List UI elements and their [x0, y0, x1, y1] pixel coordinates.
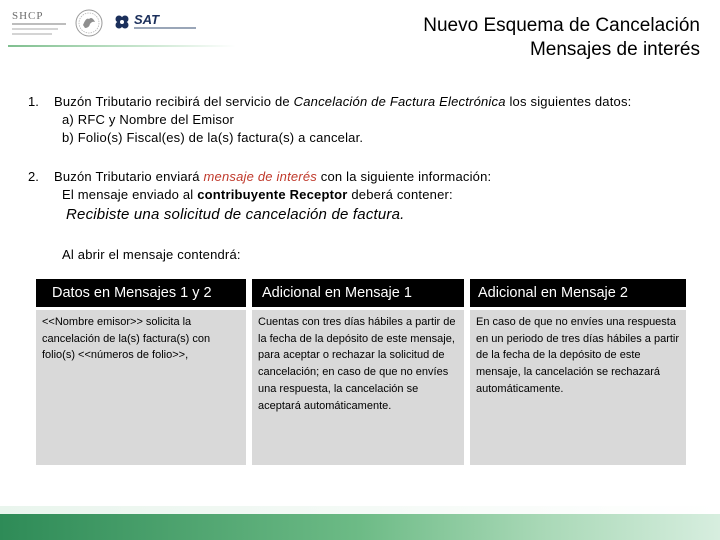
table-header-1: Datos en Mensajes 1 y 2: [36, 279, 246, 307]
mexican-eagle-seal-icon: [74, 8, 104, 38]
item-1-sub-a: a) RFC y Nombre del Emisor: [62, 112, 235, 127]
item-1-number: 1.: [28, 94, 39, 109]
header-divider: [8, 45, 236, 47]
item-1-emphasis: Cancelación de Factura Electrónica: [293, 94, 506, 109]
table-header-2: Adicional en Mensaje 1: [252, 279, 464, 307]
item-2-line-2: [62, 186, 453, 203]
item-1-intro: [54, 93, 631, 110]
item-2-line-2-text: El mensaje enviado al: [62, 187, 198, 202]
item-1-intro-end: los siguientes datos:: [505, 94, 632, 109]
header-logos: [0, 0, 240, 48]
item-2-number: 2.: [28, 169, 39, 184]
item-2-intro: [54, 168, 491, 185]
table-cell-3: En caso de que no envíes una respuesta en un periodo de tres días hábiles a partir de la fecha de la depósito de este mensaje, la cancelación se rechazará automáticamente.: [470, 310, 686, 465]
table-header-3: Adicional en Mensaje 2: [470, 279, 686, 307]
page-title: [423, 14, 700, 62]
item-2-line-2-end: deberá contener:: [347, 187, 453, 202]
table-cell-1: <<Nombre emisor>> solicita la cancelación de la(s) factura(s) con folio(s) <<números de folio>>,: [36, 310, 246, 465]
item-2-intro-text: Buzón Tributario enviará: [54, 169, 204, 184]
footer-bar: [0, 514, 720, 540]
open-message-text: Al abrir el mensaje contendrá:: [62, 247, 241, 262]
item-2-intro-end: con la siguiente información:: [316, 169, 492, 184]
shcp-logo-icon: [12, 10, 66, 38]
item-1-sub-b: b) Folio(s) Fiscal(es) de la(s) factura(s) a cancelar.: [62, 130, 364, 145]
title-line-1: Nuevo Esquema de Cancelación: [423, 15, 700, 36]
item-1-intro-text: Buzón Tributario recibirá del servicio de: [54, 94, 294, 109]
sat-logo-text: SAT: [134, 12, 160, 27]
shcp-logo-text: SHCP: [12, 10, 44, 22]
item-2-emphasis: mensaje de interés: [203, 169, 317, 184]
table-cell-2: Cuentas con tres días hábiles a partir de la fecha de la depósito de este mensaje, para aceptar o rechazar la solicitud de cancelación; en caso de que no envíes una respuesta, la cancelación se aceptará automáticamente.: [252, 310, 464, 465]
message-text: Recibiste una solicitud de cancelación de factura.: [66, 206, 405, 223]
item-2-receptor: contribuyente Receptor: [197, 187, 348, 202]
footer-fade: [0, 506, 720, 514]
title-line-2: Mensajes de interés: [529, 39, 700, 60]
sat-logo-icon: [114, 12, 196, 36]
